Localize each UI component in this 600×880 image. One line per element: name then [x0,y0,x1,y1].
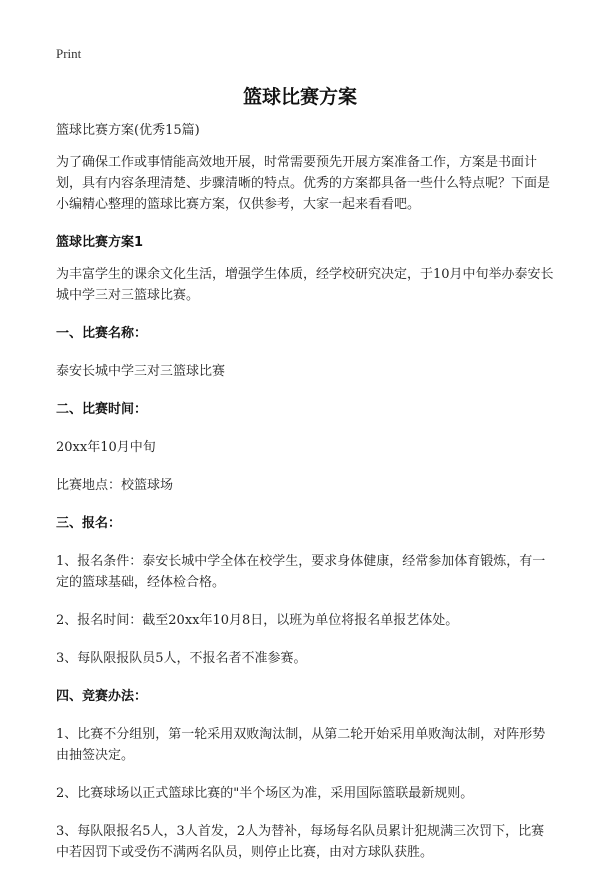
section-heading-name: 一、比赛名称： [56,326,148,341]
section-heading-registration: 三、报名： [56,516,122,531]
plan-intro-paragraph: 为丰富学生的课余文化生活，增强学生体质，经学校研究决定，于10月中旬举办泰安长城中学三对三篮球比赛。 [56,267,554,303]
list-item: 2、比赛球场以正式篮球比赛的"半个场区为准，采用国际篮联最新规则。 [56,786,474,801]
section-heading-time: 二、比赛时间： [56,402,148,417]
document-body [56,120,556,880]
document-subtitle: 篮球比赛方案(优秀15篇) [56,123,200,138]
page-title: 篮球比赛方案 [242,86,357,108]
print-link[interactable]: Print [56,46,82,61]
list-item: 1、比赛不分组别，第一轮采用双败淘汰制，从第二轮开始采用单败淘汰制，对阵形势由抽签决定。 [56,727,546,763]
section-text-name: 泰安长城中学三对三篮球比赛 [56,364,226,379]
section-text-location: 比赛地点：校篮球场 [56,478,174,493]
list-item: 3、每队限报名5人，3人首发，2人为替补，每场每名队员累计犯规满三次罚下，比赛中若因罚下或受伤不满两名队员，则停止比赛，由对方球队获胜。 [56,824,545,860]
section-text-time: 20xx年10月中旬 [56,440,156,455]
section-heading-rules: 四、竞赛办法： [56,689,148,704]
plan-heading: 篮球比赛方案1 [56,235,144,250]
list-item: 2、报名时间：截至20xx年10月8日，以班为单位将报名单报艺体处。 [56,613,459,628]
intro-paragraph: 为了确保工作或事情能高效地开展，时常需要预先开展方案准备工作，方案是书面计划，具有内容条理清楚、步骤清晰的特点。优秀的方案都具备一些什么特点呢？下面是小编精心整理的篮球比赛方案，仅供参考，大家一起来看看吧。 [56,155,551,212]
list-item: 1、报名条件：泰安长城中学全体在校学生，要求身体健康，经常参加体育锻炼，有一定的篮球基础，经体检合格。 [56,554,546,590]
list-item: 3、每队限报队员5人，不报名者不准参赛。 [56,651,307,666]
